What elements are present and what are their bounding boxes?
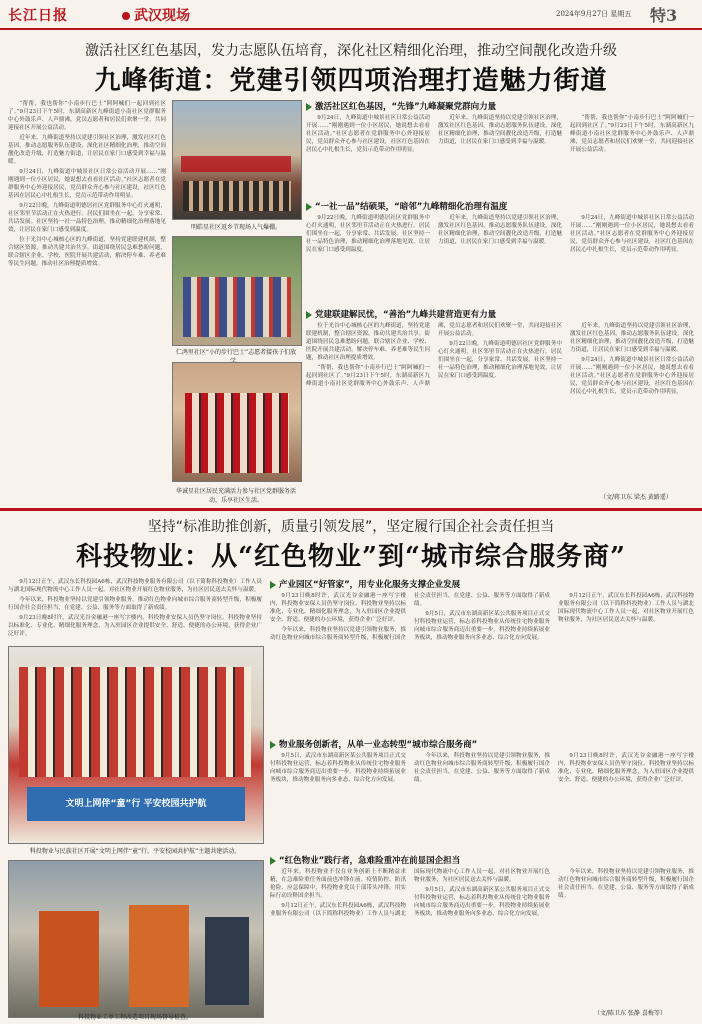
story1-section2-text3: 9月24日，九峰街道中城景社区日常公益活动开展……“刚刚遇到一位小区居民，她说想去看看社区活动。”社区志愿者在党群服务中心外迎接居民，党员群众齐心参与社区建设，社区红色基因在居民心中扎根生长，党员示范带动作用明显。 <box>570 215 694 253</box>
story2-subhead-2-text: 物业服务创新者，从单一业态转型“城市综合服务商” <box>279 740 478 750</box>
story2-subhead-3 <box>270 854 460 866</box>
story1-section2-body <box>306 214 694 302</box>
story1-intro-column <box>8 100 166 502</box>
story1-section1-body <box>306 114 694 194</box>
story1-intro-repeat3: 位于光谷中心城核心区的九峰街道，坚持党建联建机制，整合辖区资源，推动共建共治共享。街道围绕居民急难愁盼问题，联合辖区企业、学校、医院开展共建活动，解决停车难、养老难等民生问题，推动社区治理提质增效。 <box>8 237 166 267</box>
issue-date: 2024年9月27日 星期五 <box>556 10 632 18</box>
children-shape <box>183 277 291 337</box>
crowd-shape <box>183 181 291 211</box>
story2-section3-text4: 今年以来，科投物业坚持以党建引领物业服务，推动红色物业向城市综合服务商转型升级，积极履行国企社会责任担当，在党建、公益、服务等方面取得了新成绩。 <box>558 869 694 899</box>
story2-photo2-caption: 科投物业工单工程改造项目现场督导检查。 <box>77 1014 192 1021</box>
story1-section2-text2: 近年来，九峰街道坚持以党建引领社区治理，激发社区红色基因，推动志愿服务队伍建设，深化社区精细化治理，推动空间靓化改造升级，打造魅力街道，让居民在家门口感受到幸福与温暖。 <box>438 215 562 245</box>
story1-section3-body <box>306 322 694 488</box>
story2-section2-text: 9月5日，武汉市东湖高新区某公共服务项目正式交付科投物业运营，标志着科投物业从传统住宅物业服务向城市综合服务商迈出重要一步。科投物业持续拓展业务板块，推动物业服务向多业态、综合化方向发展。 <box>270 753 406 783</box>
story2-section1-text: 9月23日晚8时许，武汉光谷金融港一座写字楼内，科投物业安保人员仍坚守岗位。科投物业坚持以标准化、专业化、精细化服务理念，为入驻园区企业提供安全、舒适、便捷的办公环境，获得企业广泛好评。 <box>270 593 406 623</box>
story1-section3-text5: 9月24日，九峰街道中城景社区日常公益活动开展……“刚刚遇到一位小区居民，她说想去看看社区活动。”社区志愿者在党群服务中心外迎接居民，党员群众齐心参与社区建设，社区红色基因在居民心中扎根生长，党员示范带动作用明显。 <box>570 357 694 395</box>
story1-photo2-caption: 仁鸿里社区“小的步行巴士”志愿者接孩子们放 <box>175 349 297 356</box>
story1-section3-text: 位于光谷中心城核心区的九峰街道，坚持党建联建机制，整合辖区资源，推动共建共治共享。街道围绕居民急难愁盼问题，联合辖区企业、学校、医院开展共建活动，解决停车难、养老难等民生问题，推动社区治理提质增效。 <box>306 323 430 361</box>
story2-section2-text3: 9月23日晚8时许，武汉光谷金融港一座写字楼内，科投物业安保人员仍坚守岗位。科投物业坚持以标准化、专业化、精细化服务理念，为入驻园区企业提供安全、舒适、便捷的办公环境，获得企业广泛好评。 <box>558 753 694 783</box>
story2-photo-inspection <box>8 860 264 1018</box>
story2-section3-text3: 9月5日，武汉市东湖高新区某公共服务项目正式交付科投物业运营，标志着科投物业从传统住宅物业服务向城市综合服务商迈出重要一步。科投物业持续拓展业务板块，推动物业服务向多业态、综合化方向发展。 <box>414 887 550 917</box>
column-title <box>122 5 190 25</box>
story1-photo-walking-bus <box>172 236 302 346</box>
section-divider <box>0 508 702 511</box>
subhead-marker-icon <box>306 103 312 111</box>
story2-photo1-caption: 科投物业与民族社区开展“文明上网伴“童”行，平安校园共护航”主题共建活动。 <box>29 848 241 855</box>
story1-photo-festival <box>172 100 302 220</box>
story2-section3-text2: 9月12日正午，武汉东长科投园A6栋，武汉科技物业服务有限公司（以下简称科投物业）工作人员与湖北国际现代物流中心工作人员一起，对社区物业开展红色物业服务，为社区居民送去关怀与温暖。 <box>270 869 550 917</box>
story2-kicker: 坚持“标准助推创新，质量引领发展”，坚定履行国企社会责任担当 <box>147 519 555 535</box>
story1-subhead-1-text: 激活社区红色基因，“先锋”九峰凝聚党群向力量 <box>315 102 497 112</box>
story2-intro: 9月12日正午，武汉东长科投园A6栋，武汉科技物业服务有限公司（以下简称科投物业）工作人员与湖北国际现代物流中心工作人员一起，对社区物业开展红色物业服务，为社区居民送去关怀与温暖。 <box>8 579 262 593</box>
subhead-marker-icon <box>306 311 312 319</box>
story2-intro3: 9月23日晚8时许，武汉光谷金融港一座写字楼内，科投物业安保人员仍坚守岗位。科投物业坚持以标准化、专业化、精细化服务理念，为入驻园区企业提供安全、舒适、便捷的办公环境，获得企业广泛好评。 <box>8 615 262 637</box>
worker1-shape <box>39 911 99 1007</box>
subhead-marker-icon <box>270 741 276 749</box>
activity-banner: 文明上网伴“童”行 平安校园共护航 <box>27 787 245 821</box>
story1-photo1-caption: 明皓星社区返乡节现场人气爆棚。 <box>190 224 281 231</box>
story2-section1-text2: 今年以来，科投物业坚持以党建引领物业服务，推动红色物业向城市综合服务商转型升级，积极履行国企社会责任担当，在党建、公益、服务等方面取得了新成绩。 <box>270 593 550 641</box>
story2-section1-body <box>270 592 694 730</box>
story2-subhead-1 <box>270 578 460 590</box>
subhead-marker-icon <box>306 203 312 211</box>
story2-section1-text3: 9月5日，武汉市东湖高新区某公共服务项目正式交付科投物业运营，标志着科投物业从传统住宅物业服务向城市综合服务商迈出重要一步。科投物业持续拓展业务板块，推动物业服务向多业态、综合化方向发展。 <box>414 611 550 641</box>
story2-photo-group <box>8 646 264 844</box>
newspaper-name: 长江日报 <box>8 8 68 24</box>
story1-byline: （文/蒋卫东 梁杰 黄路遥） <box>600 494 672 501</box>
subhead-marker-icon <box>270 581 276 589</box>
story1-subhead-3 <box>306 308 496 320</box>
story1-intro2: 近年来，九峰街道坚持以党建引领社区治理，激发社区红色基因，推动志愿服务队伍建设，深化社区精细化治理，推动空间靓化改造升级，打造魅力街道，让居民在家门口感受到幸福与温暖。 <box>8 135 166 165</box>
worker2-shape <box>129 905 189 1007</box>
banner-shape <box>181 156 291 172</box>
page-number: 特3 <box>650 6 678 25</box>
story1-section3-text4: 近年来，九峰街道坚持以党建引领社区治理，激发社区红色基因，推动志愿服务队伍建设，深化社区精细化治理，推动空间靓化改造升级，打造魅力街道，让居民在家门口感受到幸福与温暖。 <box>570 323 694 353</box>
story2-subhead-3-text: “红色物业”践行者，急难险重冲在前显国企担当 <box>279 856 461 866</box>
story1-intro-repeat2: 9月22日晚，九峰街道明德居社区党群服务中心灯火通明，社区邻里节活动正在火热进行。居民们围坐在一起，分享家常、共话发展。社区坚持一社一品特色治理，推动精细化治理落地见效，让居民在家门口感受到温度。 <box>8 203 166 233</box>
story1-section2-text: 9月22日晚，九峰街道明德居社区党群服务中心灯火通明，社区邻里节活动正在火热进行。居民们围坐在一起，分享家常、共话发展。社区坚持一社一品特色治理，推动精细化治理落地见效，让居民在家门口感受到温度。 <box>306 215 430 253</box>
story2-byline: （文/陈卫东 张静 喜梅等） <box>594 1010 666 1017</box>
story1-section1-text3: “帮帮，我也帮你”小南步行巴士“阿阿喊们一起回到社区了。”9月23日下午5时，东湖高新区九峰街道小南社区党群服务中心外鼓乐声、人声鼎沸，党员志愿者和居民们欢聚一堂，共同迎接社区开展公益活动。 <box>570 115 694 153</box>
story1-headline: 九峰街道：党建引领四项治理打造魅力街道 <box>94 66 608 96</box>
story1-intro-repeat: 9月24日，九峰街道中城景社区日常公益活动开展……“刚刚遇到一位小区居民，她说想去看看社区活动。”社区志愿者在党群服务中心外迎接居民，党员群众齐心参与社区建设，社区红色基因在居民心中扎根生长，党员示范带动作用明显。 <box>8 169 166 199</box>
group-people-shape <box>19 667 251 777</box>
story2-intro2: 今年以来，科投物业坚持以党建引领物业服务，推动红色物业向城市综合服务商转型升级，积极履行国企社会责任担当，在党建、公益、服务等方面取得了新成绩。 <box>8 597 262 611</box>
story2-section3-text: 近年来，科投物业不仅在业务创新上不断精益求精，在急难险重任务面前也冲锋在前。疫情防控、防汛抢险、应急保障中，科投物业党员干部带头冲锋，用实际行动诠释国企担当。 <box>270 869 406 899</box>
story2-section3-body <box>270 868 694 1002</box>
story1-subhead-1 <box>306 100 496 112</box>
story2-headline: 科投物业：从“红色物业”到“城市综合服务商” <box>76 542 626 572</box>
story1-photo3-caption: 华诚星社区居民充满活力参与社区党群服务活动，乐享社区生活。 <box>175 488 296 504</box>
story2-subhead-1-text: 产业园区“好管家”，用专业化服务支撑企业发展 <box>279 580 461 590</box>
story2-section2-body <box>270 752 694 846</box>
story1-section1-text: 9月24日，九峰街道中城景社区日常公益活动开展……“刚刚遇到一位小区居民，她说想去看看社区活动。”社区志愿者在党群服务中心外迎接居民，党员群众齐心参与社区建设，社区红色基因在居民心中扎根生长，党员示范带动作用明显。 <box>306 115 430 153</box>
story1-subhead-2-text: “一社一品”结硕果，“暗邻”九峰精细化治理有温度 <box>315 202 508 212</box>
worker3-shape <box>205 917 249 1005</box>
story2-section2-text2: 今年以来，科投物业坚持以党建引领物业服务，推动红色物业向城市综合服务商转型升级，积极履行国企社会责任担当，在党建、公益、服务等方面取得了新成绩。 <box>414 753 550 783</box>
dancers-shape <box>185 393 289 473</box>
story1-section1-text2: 近年来，九峰街道坚持以党建引领社区治理，激发社区红色基因，推动志愿服务队伍建设，深化社区精细化治理，推动空间靓化改造升级，打造魅力街道，让居民在家门口感受到幸福与温暖。 <box>438 115 562 145</box>
story2-intro-block <box>8 578 262 642</box>
story1-photo-dance <box>172 362 302 482</box>
column-title-text: 武汉现场 <box>134 8 190 24</box>
masthead <box>0 0 702 30</box>
story1-subhead-3-text: 党建联建解民忧，“善治”九峰共建营造更有力量 <box>315 310 497 320</box>
column-dot-icon <box>122 12 130 20</box>
story1-kicker: 激活社区红色基因，发力志愿队伍培育，深化社区精细化治理，推动空间靓化改造升级 <box>85 43 617 59</box>
story2-subhead-2 <box>270 738 477 750</box>
story1-section3-text2: “帮帮，我也帮你”小南步行巴士“阿阿喊们一起回到社区了。”9月23日下午5时，东湖高新区九峰街道小南社区党群服务中心外鼓乐声、人声鼎沸，党员志愿者和居民们欢聚一堂，共同迎接社区开展公益活动。 <box>306 323 562 387</box>
story2-section1-text4: 9月12日正午，武汉东长科投园A6栋，武汉科技物业服务有限公司（以下简称科投物业）工作人员与湖北国际现代物流中心工作人员一起，对社区物业开展红色物业服务，为社区居民送去关怀与温暖。 <box>558 593 694 623</box>
story1-intro: “帮帮，我也帮你”小南步行巴士“阿阿喊们一起回到社区了。”9月23日下午5时，东湖高新区九峰街道小南社区党群服务中心外鼓乐声、人声鼎沸，党员志愿者和居民们欢聚一堂，共同迎接社区开展公益活动。 <box>8 101 166 131</box>
story1-subhead-2 <box>306 200 507 212</box>
subhead-marker-icon <box>270 857 276 865</box>
story1-section3-text3: 9月22日晚，九峰街道明德居社区党群服务中心灯火通明，社区邻里节活动正在火热进行。居民们围坐在一起，分享家常、共话发展。社区坚持一社一品特色治理，推动精细化治理落地见效，让居民在家门口感受到温度。 <box>438 341 562 379</box>
